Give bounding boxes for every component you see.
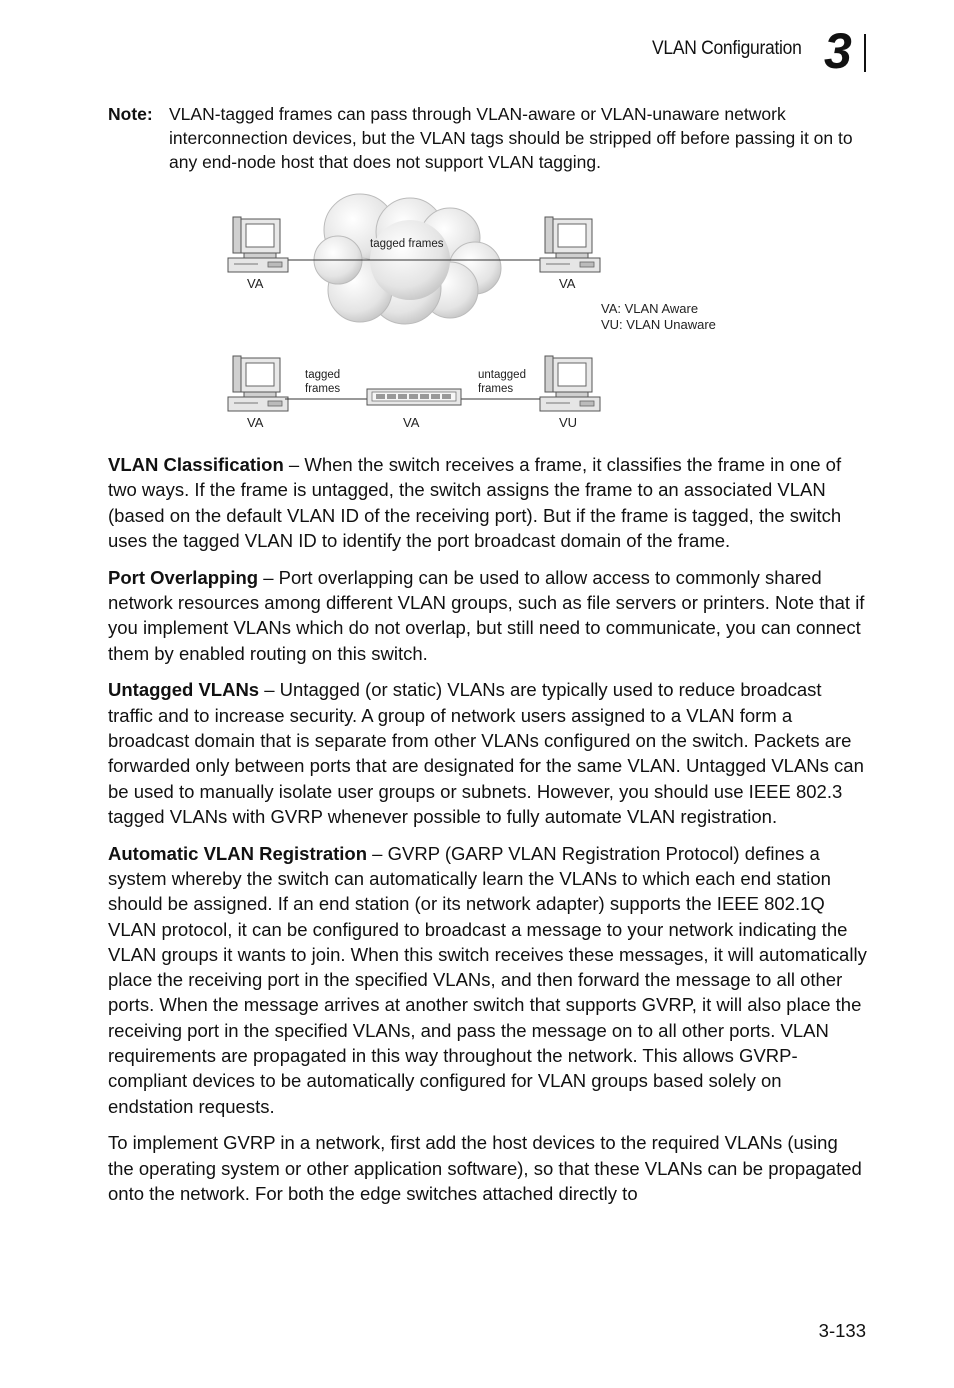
bottom-right-pc-icon (540, 356, 600, 411)
paragraph-text: – When the switch receives a frame, it classifies the frame in one of two ways. If the frame is untagged, the switch assigns the frame to an associated VLAN (based on the default VLAN ID of the receiving port). But if the frame is tagged, the switch uses the tagged VLAN ID to identify the port broadcast domain of the frame. (108, 454, 842, 551)
legend-line-2: VU: VLAN Unaware (601, 317, 716, 332)
paragraph-text: – Untagged (or static) VLANs are typically used to reduce broadcast traffic and to increase security. A group of network users assigned to a VLAN form a broadcast domain that is separate from other VLANs configured on the switch. Packets are forwarded only between ports that are designated for the same VLAN. Untagged VLANs can be used to manually isolate user groups or subnets. However, you should use IEEE 802.3 tagged VLANs with GVRP whenever possible to fully automate VLAN registration. (108, 679, 864, 827)
bottom-left-label: VA (247, 415, 264, 430)
paragraph-untagged-vlans (108, 677, 868, 829)
body-text (108, 452, 868, 1218)
paragraph-text: To implement GVRP in a network, first add the host devices to the required VLANs (using the operating system or other application software), so that these VLANs can be propagated onto the network. For both the edge switches attached directly to (108, 1132, 862, 1205)
untagged-label-line-2: frames (478, 383, 514, 395)
bottom-right-label: VU (559, 415, 578, 430)
network-cloud (314, 194, 501, 324)
paragraph-vlan-classification (108, 452, 868, 553)
tagged-label (305, 368, 340, 396)
paragraph-automatic-vlan-registration (108, 841, 868, 1119)
top-right-pc-icon (540, 217, 600, 272)
paragraph-text: – GVRP (GARP VLAN Registration Protocol) defines a system whereby the switch can automatically learn the VLANs to which each end station should be assigned. If an end station (or its network adapter) supports the IEEE 802.1Q VLAN protocol, it can be configured to broadcast a message to your network indicating the VLAN groups it wants to join. When this switch receives these messages, it will automatically place the receiving port in the specified VLANs, and then forward the message to all other ports. When the message arrives at another switch that supports GVRP, it will also place the receiving port in the specified VLANs, and pass the message on to all other ports. VLAN requirements are propagated in this way throughout the network. This allows GVRP-compliant devices to be automatically configured for VLAN groups based solely on endstation requests. (108, 842, 867, 1117)
tagged-label-line-1: tagged (305, 369, 341, 381)
term-automatic-vlan-registration: Automatic VLAN Registration (108, 842, 368, 864)
cloud-label: tagged frames (370, 238, 444, 250)
untagged-label-line-1: untagged (478, 369, 526, 381)
bottom-left-pc-icon (228, 356, 288, 411)
untagged-label (478, 368, 526, 396)
paragraph-implement-gvrp (108, 1130, 868, 1206)
note-label: Note: (108, 104, 153, 124)
chapter-number: 3 (824, 23, 852, 79)
paragraph-text: – Port overlapping can be used to allow access to commonly shared network resources among different VLAN groups, such as file servers or printers. Note that if you implement VLANs which do not overlap, but still need to communicate, you can connect them by enabled routing on this switch. (108, 566, 865, 664)
note-text: VLAN-tagged frames can pass through VLAN-aware or VLAN-unaware network interconnection devices, but the VLAN tags should be stripped off before passing it on to any end-node host that does not support VLAN tagging. (169, 104, 853, 172)
top-left-pc-icon (228, 217, 288, 272)
term-untagged-vlans: Untagged VLANs (108, 679, 260, 701)
paragraph-port-overlapping (108, 565, 868, 666)
top-right-label: VA (559, 276, 576, 291)
term-vlan-classification: VLAN Classification (108, 454, 284, 475)
header-title: VLAN Configuration (652, 38, 802, 59)
note-block (108, 102, 868, 174)
chapter-divider (864, 34, 866, 72)
tagged-label-line-2: frames (305, 383, 341, 395)
term-port-overlapping: Port Overlapping (108, 566, 259, 588)
bottom-mid-label: VA (403, 415, 420, 430)
page-number: 3-133 (818, 1320, 866, 1341)
switch-icon (367, 389, 461, 405)
legend-line-1: VA: VLAN Aware (601, 301, 699, 316)
vlan-diagram (220, 190, 760, 440)
top-left-label: VA (247, 276, 264, 291)
